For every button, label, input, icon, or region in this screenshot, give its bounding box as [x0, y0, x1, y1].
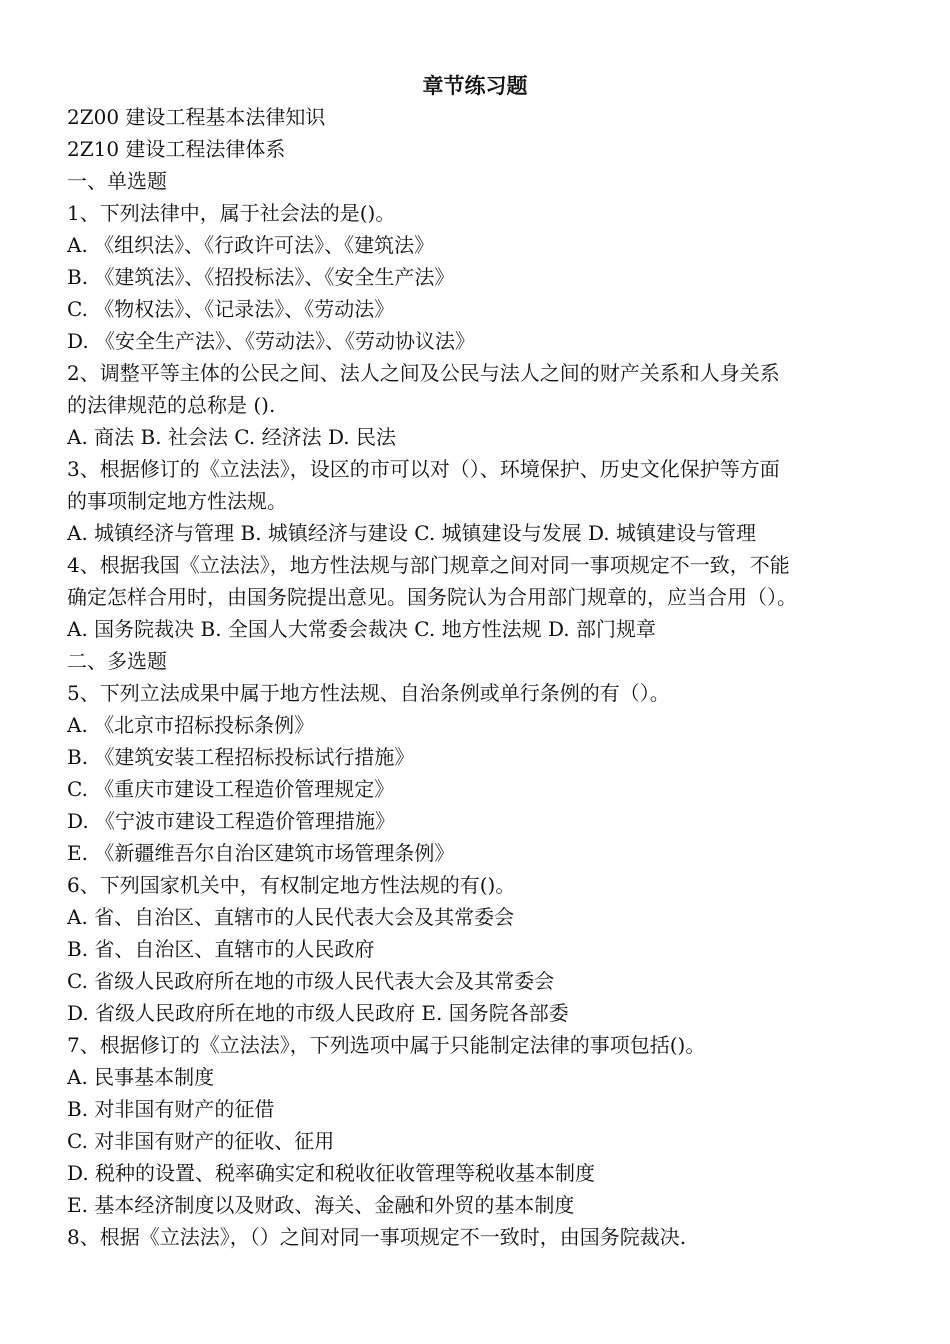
question-7-option-e: E. 基本经济制度以及财政、海关、金融和外贸的基本制度: [67, 1193, 575, 1217]
question-4-continued: 确定怎样合用时，由国务院提出意见。国务院认为合用部门规章的，应当合用（）。: [67, 585, 797, 609]
question-8: 8、根据《立法法》，（）之间对同一事项规定不一致时，由国务院裁决.: [67, 1225, 687, 1249]
question-7-option-d: D. 税种的设置、税率确实定和税收征收管理等税收基本制度: [67, 1161, 596, 1185]
question-2: 2、调整平等主体的公民之间、法人之间及公民与法人之间的财产关系和人身关系: [67, 361, 780, 385]
question-7-option-c: C. 对非国有财产的征收、征用: [67, 1129, 335, 1153]
question-1-option-c: C. 《物权法》、《记录法》、《劳动法》: [67, 297, 395, 321]
question-5-option-c: C. 《重庆市建设工程造价管理规定》: [67, 777, 395, 801]
question-5-option-b: B. 《建筑安装工程招标投标试行措施》: [67, 745, 415, 769]
question-6-option-d-e: D. 省级人民政府所在地的市级人民政府 E. 国务院各部委: [67, 1001, 569, 1025]
question-5-option-a: A. 《北京市招标投标条例》: [67, 713, 315, 737]
question-3-options: A. 城镇经济与管理 B. 城镇经济与建设 C. 城镇建设与发展 D. 城镇建设与管理: [67, 521, 756, 545]
question-5: 5、下列立法成果中属于地方性法规、自治条例或单行条例的有（）。: [67, 681, 670, 705]
question-7-option-a: A. 民事基本制度: [67, 1065, 215, 1089]
question-3: 3、根据修订的《立法法》，设区的市可以对（）、环境保护、历史文化保护等方面: [67, 457, 780, 481]
question-6: 6、下列国家机关中，有权制定地方性法规的有()。: [67, 873, 516, 897]
question-1-option-d: D. 《安全生产法》、《劳动法》、《劳动协议法》: [67, 329, 476, 353]
question-6-option-b: B. 省、自治区、直辖市的人民政府: [67, 937, 375, 961]
question-1-option-a: A. 《组织法》、《行政许可法》、《建筑法》: [67, 233, 435, 257]
question-1: 1、下列法律中，属于社会法的是()。: [67, 201, 396, 225]
subsection-heading: 2Z10 建设工程法律体系: [67, 137, 286, 161]
document-body: [67, 101, 887, 1253]
question-type-heading: 一、单选题: [67, 169, 167, 193]
question-4: 4、根据我国《立法法》，地方性法规与部门规章之间对同一事项规定不一致，不能: [67, 553, 790, 577]
section-heading: 2Z00 建设工程基本法律知识: [67, 105, 326, 129]
question-1-option-b: B. 《建筑法》、《招投标法》、《安全生产法》: [67, 265, 455, 289]
question-2-options: A. 商法 B. 社会法 C. 经济法 D. 民法: [67, 425, 396, 449]
question-7-option-b: B. 对非国有财产的征借: [67, 1097, 275, 1121]
question-3-continued: 的事项制定地方性法规。: [67, 489, 287, 513]
question-6-option-c: C. 省级人民政府所在地的市级人民代表大会及其常委会: [67, 969, 555, 993]
page-title: 章节练习题: [422, 73, 528, 98]
question-type-heading: 二、多选题: [67, 649, 167, 673]
question-6-option-a: A. 省、自治区、直辖市的人民代表大会及其常委会: [67, 905, 515, 929]
question-2-continued: 的法律规范的总称是 ().: [67, 393, 276, 417]
question-5-option-d: D. 《宁波市建设工程造价管理措施》: [67, 809, 396, 833]
question-7: 7、根据修订的《立法法》，下列选项中属于只能制定法律的事项包括()。: [67, 1033, 706, 1057]
question-4-options: A. 国务院裁决 B. 全国人大常委会裁决 C. 地方性法规 D. 部门规章: [67, 617, 656, 641]
question-5-option-e: E. 《新疆维吾尔自治区建筑市场管理条例》: [67, 841, 455, 865]
